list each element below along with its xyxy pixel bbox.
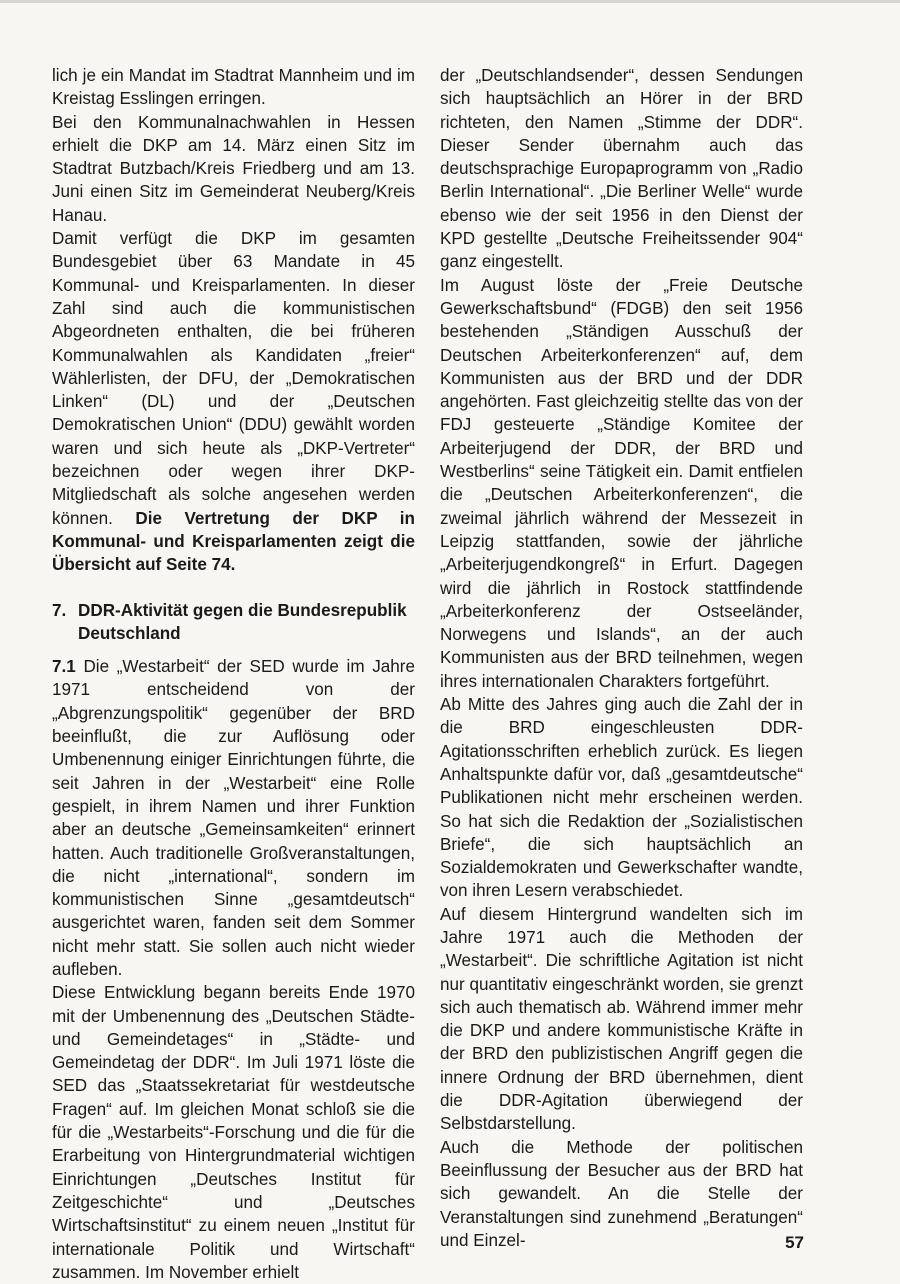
paragraph: Ab Mitte des Jahres ging auch die Zahl der in die BRD eingeschleusten DDR-Agitationsschriften erheblich zurück. Es liegen Anhaltspunkte dafür vor, daß „gesamtdeutsche“ Publikationen nicht mehr erscheinen werden. So hat sich die Redaktion der „Sozialistischen Briefe“, die sich hauptsächlich an Sozialdemokraten und Gewerkschafter wandte, von ihren Lesern verabschiedet.	[440, 695, 803, 901]
left-column	[52, 64, 415, 1284]
right-column	[440, 64, 803, 1252]
subsection-number: 7.1	[52, 657, 76, 677]
section-title: DDR-Aktivität gegen die Bundesrepublik Deutschland	[78, 600, 407, 643]
section-heading	[52, 599, 415, 646]
paragraph	[52, 227, 415, 576]
paragraph: Im August löste der „Freie Deutsche Gewerkschaftsbund“ (FDGB) den seit 1956 bestehenden „Ständigen Ausschuß der Deutschen Arbeiterkonferenzen“ auf, dem Kommunisten aus der BRD und der DDR angehörten. Fast gleichzeitig stellte das von der FDJ gesteuerte „Ständige Komitee der Arbeiterjugend der DDR, der BRD und Westberlins“ seine Tätigkeit ein. Damit entfielen die „Deutschen Arbeiterkonferenzen“, die zweimal jährlich während der Messezeit in Leipzig stattfanden, sowie der jährliche „Arbeiterjugendkongreß“ in Erfurt. Dagegen wird die jährlich in Rostock stattfindende „Arbeiterkonferenz der Ostseeländer, Norwegens und Islands“, an der auch Kommunisten aus der BRD teilnehmen, wegen ihres internationalen Charakters fortgeführt.	[440, 275, 803, 691]
paragraph: Bei den Kommunalnachwahlen in Hessen erhielt die DKP am 14. März einen Sitz im Stadtrat Butzbach/Kreis Friedberg und am 13. Juni einen Sitz im Gemeinderat Neuberg/Kreis Hanau.	[52, 112, 415, 225]
paragraph-text: Damit verfügt die DKP im gesamten Bundesgebiet über 63 Mandate in 45 Kommunal- und Kreisparlamenten. In dieser Zahl sind auch die kommunistischen Abgeordneten enthalten, die bei früheren Kommunalwahlen als Kandidaten „freier“ Wählerlisten, der DFU, der „Demokratischen Linken“ (DL) und der „Deutschen Demokratischen Union“ (DDU) gewählt worden waren und sich heute als „DKP-Vertreter“ bezeichnen oder wegen ihrer DKP-Mitgliedschaft als solche angesehen werden können.	[52, 229, 415, 528]
scan-edge	[0, 0, 900, 3]
paragraph: Auf diesem Hintergrund wandelten sich im Jahre 1971 auch die Methoden der „Westarbeit“. Die schriftliche Agitation ist nicht nur quantitativ eingeschränkt worden, sie grenzt sich auch thematisch ab. Während immer mehr die DKP und andere kommunistische Kräfte in der BRD den publizistischen Angriff gegen die innere Ordnung der BRD übernehmen, dient die DDR-Agitation überwiegend der Selbstdarstellung.	[440, 904, 803, 1134]
paragraph	[52, 655, 415, 981]
page-number: 57	[785, 1233, 804, 1252]
paragraph: der „Deutschlandsender“, dessen Sendungen sich hauptsächlich an Hörer in der BRD richteten, den Namen „Stimme der DDR“. Dieser Sender übernahm auch das deutschsprachige Europaprogramm von „Radio Berlin International“. „Die Berliner Welle“ wurde ebenso wie der seit 1956 in den Dienst der KPD gestellte „Deutsche Freiheitssender 904“ ganz eingestellt.	[440, 66, 803, 272]
paragraph: Diese Entwicklung begann bereits Ende 1970 mit der Umbenennung des „Deutschen Städte- und Gemeindetages“ in „Städte- und Gemeindetag der DDR“. Im Juli 1971 löste die SED das „Staatssekretariat für westdeutsche Fragen“ auf. Im gleichen Monat schloß sie die für die „Westarbeits“-Forschung und die für die Erarbeitung von Hintergrundmaterial wichtigen Einrichtungen „Deutsches Institut für Zeitgeschichte“ und „Deutsches Wirtschaftsinstitut“ zu einem neuen „Institut für internationale Politik und Wirtschaft“ zusammen. Im November erhielt	[52, 983, 415, 1282]
bold-reference: Die Vertretung der DKP in Kommunal- und Kreisparlamenten zeigt die Übersicht auf Seite 74.	[52, 508, 415, 575]
paragraph: Auch die Methode der politischen Beeinflussung der Besucher aus der BRD hat sich gewandelt. An die Stelle der Veranstaltungen sind zunehmend „Beratungen“ und Einzel-	[440, 1137, 803, 1250]
paragraph: lich je ein Mandat im Stadtrat Mannheim und im Kreistag Esslingen erringen.	[52, 66, 415, 109]
paragraph-text: Die „Westarbeit“ der SED wurde im Jahre 1971 entscheidend von der „Abgrenzungspolitik“ gegenüber der BRD beeinflußt, die zur Auflösung oder Umbenennung einiger Einrichtungen führte, die seit Jahren in der „Westarbeit“ eine Rolle gespielt, in ihrem Namen und ihrer Funktion aber an deutsche „Gemeinsamkeiten“ erinnert hatten. Auch traditionelle Großveranstaltungen, die nicht „international“, sondern im kommunistischen Sinne „gesamtdeutsch“ ausgerichtet waren, fanden seit dem Sommer nicht mehr statt. Sie sollen auch nicht wieder aufleben.	[52, 657, 416, 979]
section-number: 7.	[52, 600, 67, 620]
